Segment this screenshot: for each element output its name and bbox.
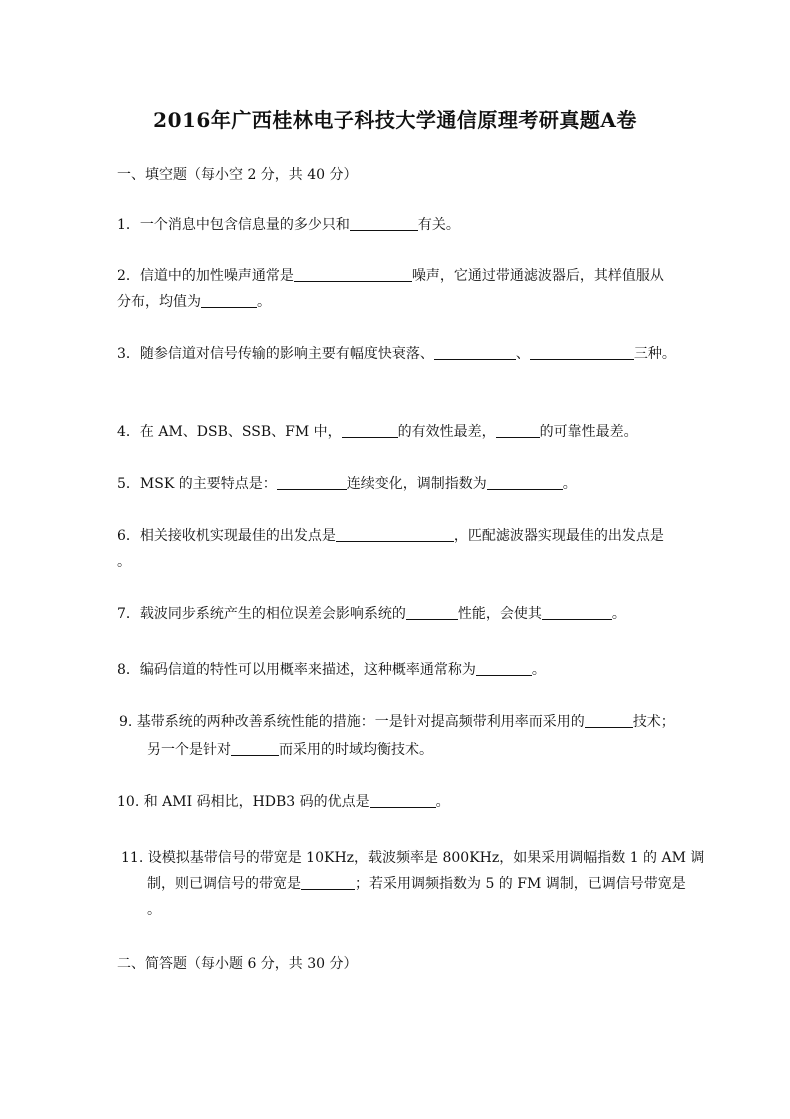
question-6-line-1	[117, 526, 664, 546]
question-9-line-1	[119, 712, 675, 732]
question-9-text-c: 另一个是针对	[147, 742, 231, 758]
question-3-text-a: 3．随参信道对信号传输的影响主要有幅度快衰落、	[117, 346, 434, 362]
question-11-line-1	[121, 848, 704, 868]
question-8	[117, 660, 546, 680]
question-5-blank-2	[487, 475, 563, 490]
section-fill-in-heading: 一、填空题（每小空 2 分，共 40 分）	[117, 167, 358, 183]
question-2-line-2	[117, 292, 271, 312]
question-5	[117, 474, 577, 494]
question-11-text-b: 制，则已调信号的带宽是	[147, 876, 301, 892]
question-8-blank	[476, 661, 532, 676]
question-7-blank-2	[542, 605, 612, 620]
question-9-blank-1	[585, 713, 633, 728]
question-4-text-b: 的有效性最差，	[397, 424, 496, 440]
question-10-blank	[370, 793, 436, 808]
question-8-text-b: 。	[531, 662, 546, 678]
question-2-blank-2	[201, 293, 257, 308]
question-1-text-a: 1．一个消息中包含信息量的多少只和	[117, 217, 350, 233]
question-6-blank-1	[336, 527, 454, 542]
question-9-text-b: 技术；	[632, 714, 675, 730]
question-8-text-a: 8．编码信道的特性可以用概率来描述，这种概率通常称为	[117, 662, 476, 678]
question-2-text-b: 噪声，它通过带通滤波器后，其样值服从	[411, 268, 664, 284]
question-9-line-2	[147, 740, 433, 760]
question-4-text-c: 的可靠性最差。	[539, 424, 638, 440]
question-1-text-b: 有关。	[417, 217, 460, 233]
question-5-text-a: 5．MSK 的主要特点是：	[117, 476, 277, 492]
question-5-blank-1	[277, 475, 347, 490]
question-9-text-d: 而采用的时域均衡技术。	[279, 742, 433, 758]
question-7-text-b: 性能，会使其	[457, 606, 542, 622]
question-2-line-1	[117, 266, 664, 286]
question-10	[117, 792, 450, 812]
question-9-blank-2	[231, 741, 279, 756]
question-1-blank	[350, 216, 418, 231]
question-2-blank-1	[294, 267, 412, 282]
question-3-blank-2	[530, 345, 634, 360]
question-2-text-c: 分布，均值为	[117, 294, 201, 310]
question-9-text-a: 9. 基带系统的两种改善系统性能的措施：一是针对提高频带利用率而采用的	[119, 714, 585, 730]
question-3-text-b: 、	[515, 346, 530, 362]
question-11-text-a: 11. 设模拟基带信号的带宽是 10KHz，载波频率是 800KHz，如果采用调幅指数 1 的 AM 调	[121, 850, 705, 866]
page-title: 2016年广西桂林电子科技大学通信原理考研真题A卷	[153, 108, 637, 132]
question-4-text-a: 4．在 AM、DSB、SSB、FM 中，	[117, 424, 342, 440]
question-5-text-c: 。	[562, 476, 577, 492]
question-1	[117, 215, 460, 235]
question-11-text-d: 。	[147, 902, 161, 918]
question-6-text-b: ，匹配滤波器实现最佳的出发点是	[453, 528, 664, 544]
question-3-text-c: 三种。	[633, 346, 676, 362]
question-6-text-c: 。	[117, 554, 131, 570]
question-10-text-a: 10. 和 AMI 码相比，HDB3 码的优点是	[117, 794, 370, 810]
question-11-line-3	[147, 900, 161, 920]
question-11-blank-1	[301, 875, 355, 890]
question-10-text-b: 。	[435, 794, 450, 810]
question-2-text-a: 2．信道中的加性噪声通常是	[117, 268, 294, 284]
question-11-line-2	[147, 874, 686, 894]
question-7-text-a: 7．载波同步系统产生的相位误差会影响系统的	[117, 606, 406, 622]
question-6-text-a: 6．相关接收机实现最佳的出发点是	[117, 528, 336, 544]
question-7	[117, 604, 626, 624]
question-4-blank-2	[496, 423, 540, 438]
question-7-text-c: 。	[611, 606, 626, 622]
question-3	[117, 344, 676, 364]
question-4	[117, 422, 638, 442]
question-4-blank-1	[342, 423, 398, 438]
question-5-text-b: 连续变化，调制指数为	[346, 476, 487, 492]
question-2-text-d: 。	[257, 294, 271, 310]
question-7-blank-1	[406, 605, 458, 620]
question-11-text-c: ；若采用调频指数为 5 的 FM 调制，已调信号带宽是	[355, 876, 686, 892]
question-6-line-2	[117, 552, 131, 572]
section-short-answer-heading: 二、简答题（每小题 6 分，共 30 分）	[117, 956, 358, 972]
question-3-blank-1	[434, 345, 516, 360]
